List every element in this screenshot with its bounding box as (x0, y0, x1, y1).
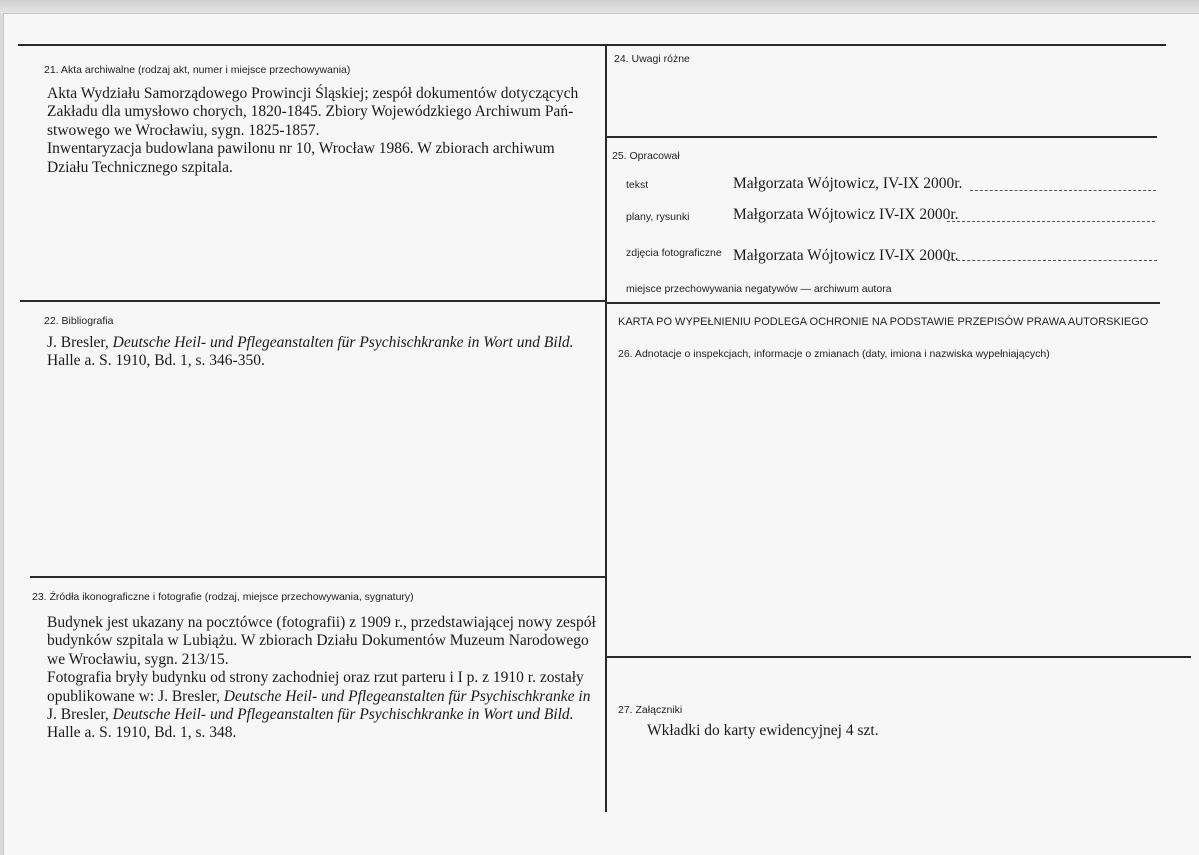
book-title: Deutsche Heil- und Pflegeanstalten für Psychischkranke in (223, 687, 591, 705)
text-line: Akta Wydziału Samorządowego Prowincji Śląskiej; zespół dokumentów dotyczących (47, 85, 579, 102)
section-22-label: 22. Bibliografia (44, 315, 114, 327)
section-24-label: 24. Uwagi różne (614, 53, 690, 65)
top-border (18, 44, 1166, 46)
section-27-text: Wkładki do karty ewidencyjnej 4 szt. (647, 722, 879, 739)
text-segment: J. Bresler, (47, 334, 113, 351)
copyright-notice: KARTA PO WYPEŁNIENIU PODLEGA OCHRONIE NA PODSTAWIE PRZEPISÓW PRAWA AUTORSKIEGO (618, 316, 1149, 328)
fill-line (970, 190, 1156, 191)
fill-line (947, 260, 1157, 261)
section-22-text (47, 334, 574, 371)
text-line (47, 334, 574, 352)
field-label-text: tekst (626, 179, 649, 191)
divider-25-notice (607, 302, 1160, 304)
field-label-plans: plany, rysunki (626, 211, 690, 223)
author-plans: Małgorzata Wójtowicz IV-IX 2000r. (733, 206, 959, 223)
text-line: Halle a. S. 1910, Bd. 1, s. 346-350. (47, 352, 265, 370)
book-title: Deutsche Heil- und Pflegeanstalten für Psychischkranke in Wort und Bild. (112, 334, 574, 351)
vertical-divider (605, 44, 607, 812)
divider-21-22 (20, 300, 606, 302)
divider-24-25 (607, 136, 1157, 138)
field-label-photos: zdjęcia fotograficzne (626, 247, 722, 259)
text-line: Fotografia bryły budynku od strony zachodniej oraz rzut parteru i I p. z 1910 r. zostały (47, 669, 584, 687)
record-card-sheet (4, 14, 1199, 855)
text-line (47, 706, 596, 724)
section-26-label: 26. Adnotacje o inspekcjach, informacje o zmianach (daty, imiona i nazwiska wypełniających) (618, 348, 1050, 360)
text-line: budynków szpitala w Lubiążu. W zbiorach Działu Dokumentów Muzeum Narodowego (47, 632, 589, 650)
section-23-text (47, 614, 596, 743)
text-line: Inwentaryzacja budowlana pawilonu nr 10, Wrocław 1986. W zbiorach archiwum (47, 140, 555, 158)
text-line: Zakładu dla umysłowo chorych, 1820-1845. Zbiory Wojewódzkiego Archiwum Pań- (47, 103, 574, 121)
text-line: Działu Technicznego szpitala. (47, 158, 233, 176)
section-21-label: 21. Akta archiwalne (rodzaj akt, numer i miejsce przechowywania) (44, 64, 351, 76)
section-27-label: 27. Załączniki (618, 704, 683, 716)
author-photos: Małgorzata Wójtowicz IV-IX 2000r. (733, 247, 959, 264)
fill-line (947, 221, 1155, 222)
book-title: Deutsche Heil- und Pflegeanstalten für Psychischkranke in Wort und Bild. (112, 706, 574, 724)
text-line (47, 688, 596, 706)
text-line: Budynek jest ukazany na pocztówce (fotografii) z 1909 r., przedstawiającej nowy zespół (47, 614, 596, 631)
negatives-location: miejsce przechowywania negatywów — archiwum autora (626, 283, 892, 295)
section-25-label: 25. Opracował (612, 150, 680, 162)
scan-top-edge (0, 0, 1199, 14)
text-line: stwowego we Wrocławiu, sygn. 1825-1857. (47, 121, 320, 139)
text-segment: opublikowane w: J. Bresler, (47, 687, 224, 705)
divider-26-27 (607, 656, 1191, 658)
text-line: Halle a. S. 1910, Bd. 1, s. 348. (47, 724, 237, 742)
divider-22-23 (30, 576, 606, 578)
text-line: we Wrocławiu, sygn. 213/15. (47, 650, 229, 668)
author-text: Małgorzata Wójtowicz, IV-IX 2000r. (733, 175, 963, 192)
section-23-label: 23. Źródła ikonograficzne i fotografie (rodzaj, miejsce przechowywania, sygnatury) (32, 591, 414, 603)
text-segment: J. Bresler, (47, 706, 113, 724)
section-21-text (47, 85, 578, 177)
